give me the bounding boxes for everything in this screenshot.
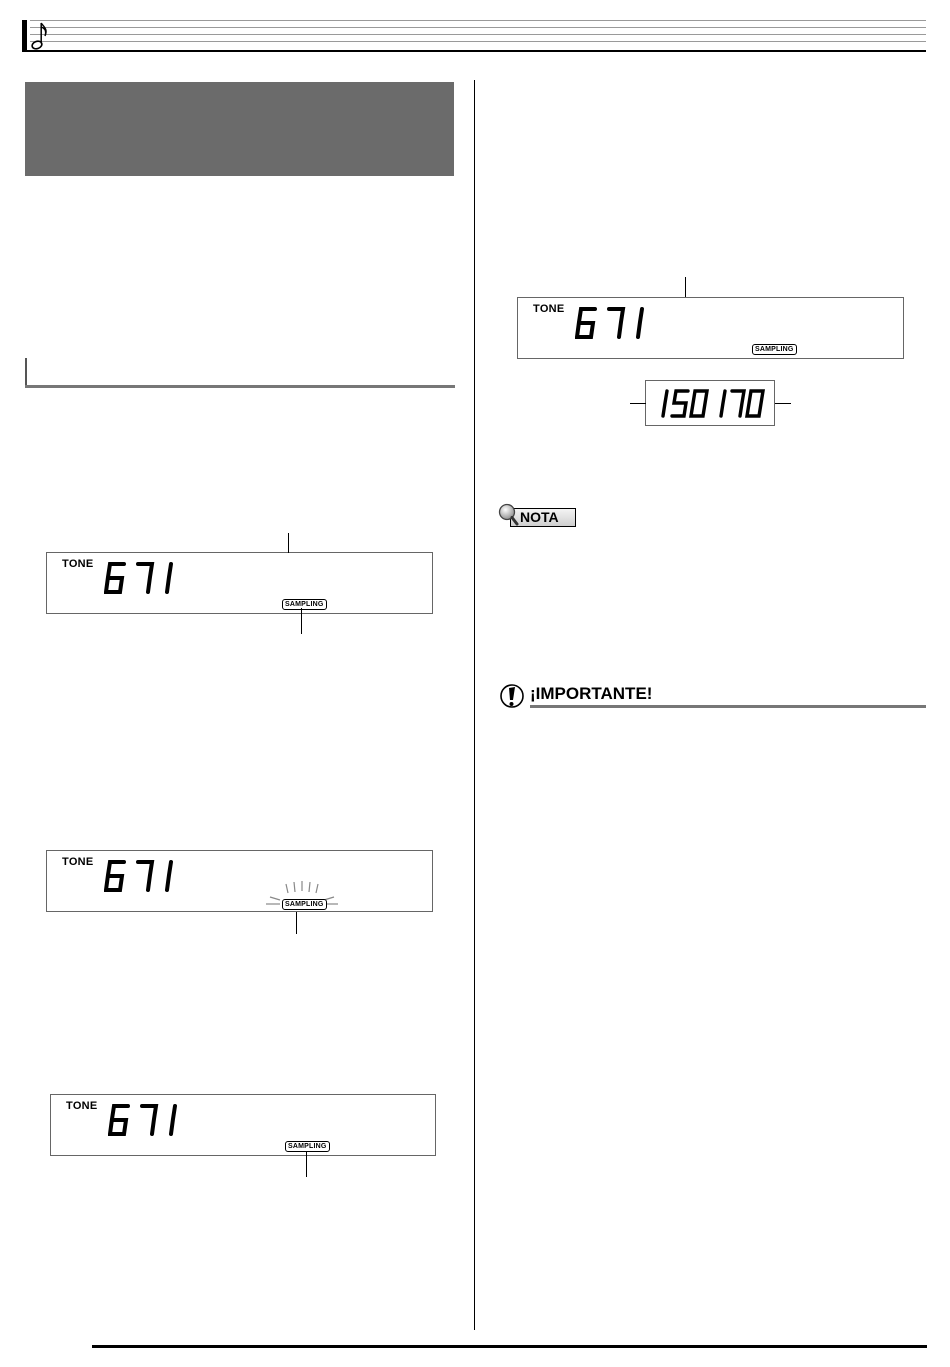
lcd-tone-label: TONE [62, 856, 94, 868]
sampling-badge: SAMPLING [285, 1141, 330, 1152]
callout-pointer [296, 912, 297, 934]
section-header-rule [25, 358, 27, 388]
callout-pointer [301, 608, 302, 634]
lcd-tone-number [104, 561, 176, 595]
music-note-icon [30, 20, 50, 50]
range-display-digits [661, 389, 767, 419]
staff-line [22, 50, 926, 52]
lcd-display [46, 552, 433, 614]
staff-line [30, 41, 926, 42]
lcd-tone-number [104, 859, 176, 893]
callout-pointer [630, 403, 646, 404]
lcd-tone-number [575, 306, 647, 340]
staff-bar [22, 20, 27, 52]
staff-line [30, 27, 926, 28]
section-header-rule [25, 385, 455, 388]
column-divider [474, 80, 475, 1330]
footer-rule [92, 1345, 927, 1348]
lcd-display [517, 297, 904, 359]
warning-icon [500, 683, 526, 711]
lcd-tone-label: TONE [533, 303, 565, 315]
important-label: ¡IMPORTANTE! [530, 684, 653, 703]
lcd-tone-label: TONE [66, 1100, 98, 1112]
section-title-block [25, 82, 454, 176]
callout-pointer [306, 1152, 307, 1177]
sampling-badge: SAMPLING [282, 899, 327, 910]
staff-line [30, 34, 926, 35]
lcd-display [46, 850, 433, 912]
staff-line [30, 20, 926, 21]
lcd-display [50, 1094, 436, 1156]
note-callout [498, 503, 580, 529]
callout-pointer [685, 277, 686, 298]
callout-pointer [288, 533, 289, 553]
lcd-tone-number [108, 1103, 180, 1137]
sampling-badge: SAMPLING [282, 599, 327, 610]
range-display [645, 380, 775, 426]
important-rule [530, 705, 926, 708]
lcd-tone-label: TONE [62, 558, 94, 570]
sampling-badge: SAMPLING [752, 344, 797, 355]
note-label: NOTA [510, 508, 576, 527]
callout-pointer [775, 403, 791, 404]
magnifier-icon [498, 503, 520, 527]
